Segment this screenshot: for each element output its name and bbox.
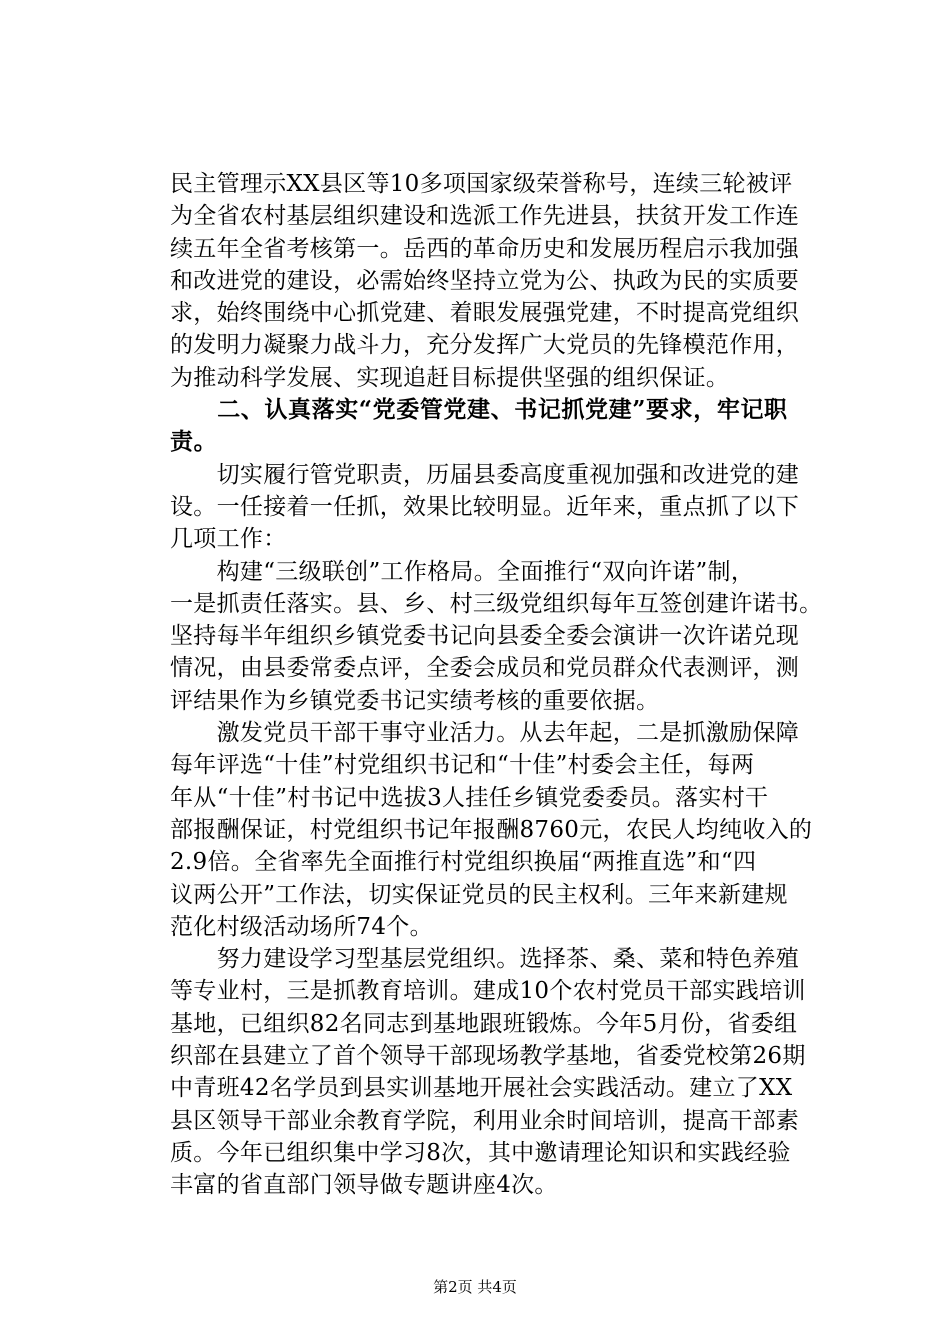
paragraph-line: 范化村级活动场所74个。 [170,913,433,940]
paragraph-line: 情况，由县委常委点评，全委会成员和党员群众代表测评，测 [170,655,800,682]
paragraph-line: 议两公开”工作法，切实保证党员的民主权利。三年来新建规 [170,881,788,908]
paragraph-line: 织部在县建立了首个领导干部现场教学基地，省委党校第26期 [170,1043,806,1070]
paragraph-line: 几项工作： [170,526,287,553]
paragraph-line: 设。一任接着一任抓，效果比较明显。近年来，重点抓了以下 [170,493,800,520]
paragraph-line: 续五年全省考核第一。岳西的革命历史和发展历程启示我加强 [170,235,800,262]
paragraph-line: 一是抓责任落实。县、乡、村三级党组织每年互签创建许诺书。 [170,590,823,617]
paragraph-line: 评结果作为乡镇党委书记实绩考核的重要依据。 [170,687,660,714]
paragraph-line: 为全省农村基层组织建设和选派工作先进县，扶贫开发工作连 [170,203,800,230]
paragraph-line: 激发党员干部干事守业活力。从去年起，二是抓激励保障 [170,720,800,747]
paragraph-line: 切实履行管党职责，历届县委高度重视加强和改进党的建 [170,461,800,488]
paragraph-line: 求，始终围绕中心抓党建、着眼发展强党建，不时提高党组织 [170,300,800,327]
paragraph-line: 基地，已组织82名同志到基地跟班锻炼。今年5月份，省委组 [170,1010,798,1037]
paragraph-line: 中青班42名学员到县实训基地开展社会实践活动。建立了XX [170,1075,793,1102]
paragraph-line: 县区领导干部业余教育学院，利用业余时间培训，提高干部素 [170,1107,800,1134]
paragraph-line: 民主管理示XX县区等10多项国家级荣誉称号，连续三轮被评 [170,171,793,197]
paragraph-line: 努力建设学习型基层党组织。选择茶、桑、菜和特色养殖 [170,946,800,973]
paragraph-line: 构建“三级联创”工作格局。全面推行“双向许诺”制， [170,558,755,585]
paragraph-line: 和改进党的建设，必需始终坚持立党为公、执政为民的实质要 [170,267,800,294]
paragraph-line: 的发明力凝聚力战斗力，充分发挥广大党员的先锋模范作用， [170,332,800,359]
paragraph-line: 等专业村，三是抓教育培训。建成10个农村党员干部实践培训 [170,978,806,1005]
document-body [170,168,845,1202]
paragraph-line: 每年评选“十佳”村党组织书记和“十佳”村委会主任，每两 [170,752,755,779]
paragraph-line: 质。今年已组织集中学习8次，其中邀请理论知识和实践经验 [170,1139,791,1166]
section-heading-line: 责。 [170,428,218,456]
paragraph-line: 丰富的省直部门领导做专题讲座4次。 [170,1172,558,1199]
paragraph-line: 2.9倍。全省率先全面推行村党组织换届“两推直选”和“四 [170,849,757,876]
page-number-label: 第2页 共4页 [433,1278,517,1296]
paragraph-line: 为推动科学发展、实现追赶目标提供坚强的组织保证。 [170,364,730,391]
paragraph-line: 坚持每半年组织乡镇党委书记向县委全委会演讲一次许诺兑现 [170,623,800,650]
section-heading-line: 二、认真落实“党委管党建、书记抓党建”要求，牢记职 [170,396,788,424]
paragraph-line: 年从“十佳”村书记中选拔3人挂任乡镇党委委员。落实村干 [170,784,769,811]
page-footer [0,1277,950,1297]
paragraph-line: 部报酬保证，村党组织书记年报酬8760元，农民人均纯收入的 [170,816,813,843]
